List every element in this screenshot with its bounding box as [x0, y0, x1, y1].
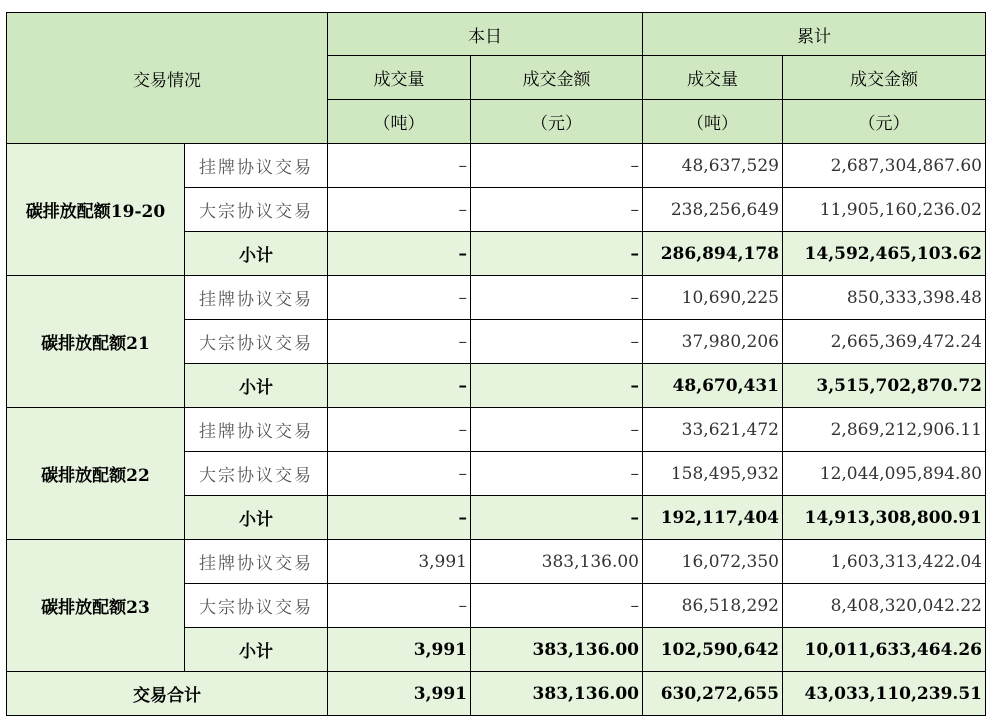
table-row	[7, 144, 986, 188]
cumulative-amount: 12,044,095,894.80	[783, 452, 986, 496]
header-day-amount: 成交金额	[471, 56, 643, 100]
day-amount: –	[471, 452, 643, 496]
day-amount: –	[471, 144, 643, 188]
cumulative-amount: 2,869,212,906.11	[783, 408, 986, 452]
total-day-amount: 383,136.00	[471, 672, 643, 716]
group-name: 碳排放配额19-20	[7, 144, 185, 276]
header-day-volume-unit: （吨）	[328, 100, 471, 144]
day-amount: 383,136.00	[471, 540, 643, 584]
cumulative-volume: 158,495,932	[643, 452, 783, 496]
header-cum-volume-unit: （吨）	[643, 100, 783, 144]
cumulative-volume: 33,621,472	[643, 408, 783, 452]
header-cumulative: 累计	[643, 13, 986, 56]
table-row	[7, 540, 986, 584]
cumulative-volume: 48,670,431	[643, 364, 783, 408]
trade-type: 大宗协议交易	[185, 320, 328, 364]
subtotal-label: 小计	[185, 628, 328, 672]
cumulative-volume: 286,894,178	[643, 232, 783, 276]
day-amount: –	[471, 364, 643, 408]
subtotal-label: 小计	[185, 496, 328, 540]
cumulative-amount: 1,603,313,422.04	[783, 540, 986, 584]
header-cum-amount: 成交金额	[783, 56, 986, 100]
day-amount: –	[471, 276, 643, 320]
trading-table	[6, 12, 986, 716]
cumulative-amount: 2,665,369,472.24	[783, 320, 986, 364]
header-day-amount-unit: （元）	[471, 100, 643, 144]
day-volume: –	[328, 584, 471, 628]
cumulative-volume: 102,590,642	[643, 628, 783, 672]
day-volume: –	[328, 188, 471, 232]
cumulative-volume: 192,117,404	[643, 496, 783, 540]
day-volume: –	[328, 452, 471, 496]
day-volume: –	[328, 408, 471, 452]
trade-type: 大宗协议交易	[185, 188, 328, 232]
trade-type: 挂牌协议交易	[185, 540, 328, 584]
day-amount: –	[471, 496, 643, 540]
day-amount: –	[471, 320, 643, 364]
day-amount: –	[471, 188, 643, 232]
cumulative-amount: 11,905,160,236.02	[783, 188, 986, 232]
subtotal-label: 小计	[185, 364, 328, 408]
day-volume: 3,991	[328, 540, 471, 584]
group-name: 碳排放配额23	[7, 540, 185, 672]
header-cum-volume: 成交量	[643, 56, 783, 100]
cumulative-amount: 10,011,633,464.26	[783, 628, 986, 672]
trade-type: 大宗协议交易	[185, 584, 328, 628]
subtotal-label: 小计	[185, 232, 328, 276]
header-cum-amount-unit: （元）	[783, 100, 986, 144]
cumulative-amount: 8,408,320,042.22	[783, 584, 986, 628]
cumulative-volume: 86,518,292	[643, 584, 783, 628]
day-volume: –	[328, 496, 471, 540]
header-title: 交易情况	[7, 13, 328, 144]
day-volume: 3,991	[328, 628, 471, 672]
header-day-volume: 成交量	[328, 56, 471, 100]
total-cumulative-volume: 630,272,655	[643, 672, 783, 716]
table-row	[7, 276, 986, 320]
day-volume: –	[328, 276, 471, 320]
total-day-volume: 3,991	[328, 672, 471, 716]
cumulative-amount: 3,515,702,870.72	[783, 364, 986, 408]
cumulative-amount: 14,913,308,800.91	[783, 496, 986, 540]
cumulative-volume: 48,637,529	[643, 144, 783, 188]
cumulative-volume: 37,980,206	[643, 320, 783, 364]
day-amount: –	[471, 232, 643, 276]
group-name: 碳排放配额22	[7, 408, 185, 540]
total-label: 交易合计	[7, 672, 328, 716]
cumulative-volume: 10,690,225	[643, 276, 783, 320]
day-amount: –	[471, 408, 643, 452]
cumulative-volume: 16,072,350	[643, 540, 783, 584]
day-amount: 383,136.00	[471, 628, 643, 672]
total-row	[7, 672, 986, 716]
trade-type: 挂牌协议交易	[185, 408, 328, 452]
trade-type: 挂牌协议交易	[185, 276, 328, 320]
header-today: 本日	[328, 13, 643, 56]
table-row	[7, 408, 986, 452]
day-amount: –	[471, 584, 643, 628]
trade-type: 大宗协议交易	[185, 452, 328, 496]
cumulative-volume: 238,256,649	[643, 188, 783, 232]
group-name: 碳排放配额21	[7, 276, 185, 408]
day-volume: –	[328, 364, 471, 408]
cumulative-amount: 2,687,304,867.60	[783, 144, 986, 188]
cumulative-amount: 850,333,398.48	[783, 276, 986, 320]
day-volume: –	[328, 232, 471, 276]
total-cumulative-amount: 43,033,110,239.51	[783, 672, 986, 716]
trade-type: 挂牌协议交易	[185, 144, 328, 188]
day-volume: –	[328, 144, 471, 188]
day-volume: –	[328, 320, 471, 364]
cumulative-amount: 14,592,465,103.62	[783, 232, 986, 276]
